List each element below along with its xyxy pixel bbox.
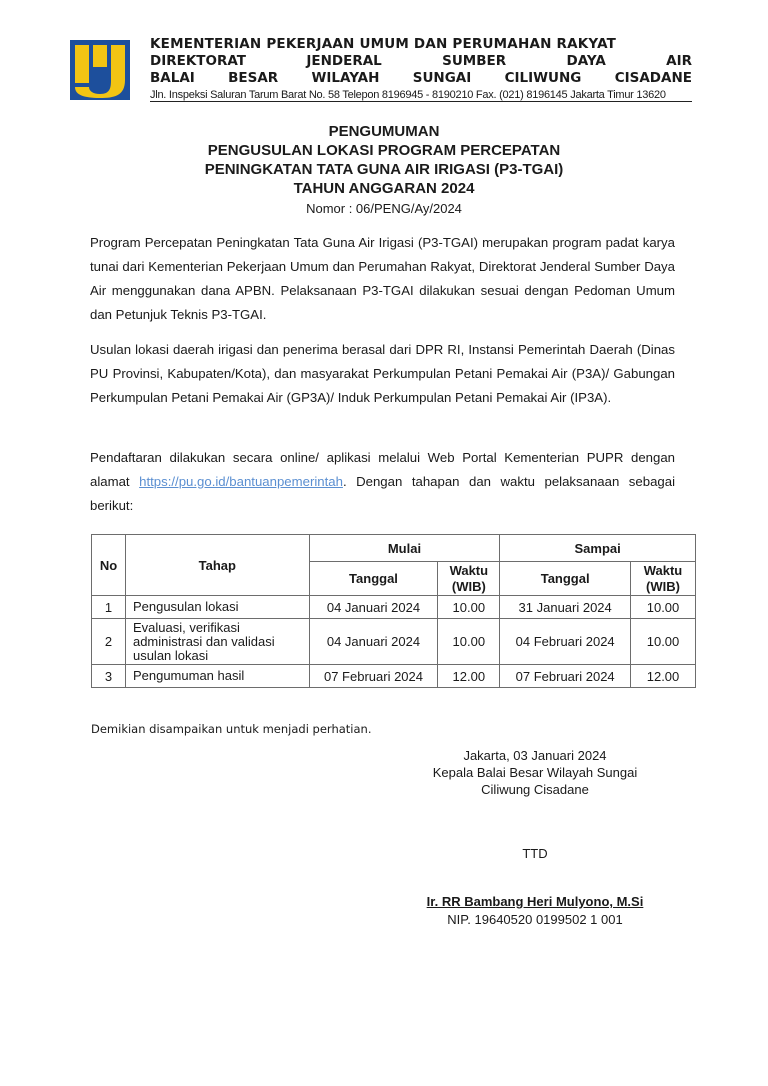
paragraph-registration (90, 446, 675, 518)
title-line-4: TAHUN ANGGARAN 2024 (293, 180, 475, 197)
table-header-row (92, 535, 696, 562)
table-row (92, 596, 696, 619)
directorate-word: AIR (666, 53, 692, 69)
office-word: CILIWUNG (504, 70, 582, 86)
header-mulai-waktu: Waktu (WIB) (438, 562, 500, 596)
pu-logo (70, 40, 130, 100)
directorate-name (150, 53, 692, 70)
announcement-title (0, 122, 768, 218)
directorate-word: SUMBER (442, 53, 507, 69)
signature-block (400, 747, 670, 798)
header-sampai: Sampai (500, 535, 696, 562)
office-word: BESAR (228, 70, 279, 86)
row-sampai-waktu: 12.00 (631, 665, 696, 688)
header-sampai-tanggal: Tanggal (500, 562, 631, 596)
ttd-mark: TTD (522, 846, 548, 861)
directorate-word: DAYA (566, 53, 606, 69)
office-word: BALAI (150, 70, 195, 86)
office-word: CISADANE (614, 70, 692, 86)
closing-statement: Demikian disampaikan untuk menjadi perhatian. (91, 722, 372, 736)
signer-position: Kepala Balai Besar Wilayah Sungai (432, 765, 638, 780)
row-tahap: Pengusulan lokasi (125, 596, 309, 619)
signer-position-office: Ciliwung Cisadane (481, 782, 589, 797)
logo-bar-left (75, 45, 89, 83)
title-line-3: PENINGKATAN TATA GUNA AIR IRIGASI (P3-TGAI) (204, 161, 564, 178)
row-mulai-tanggal: 07 Februari 2024 (309, 665, 438, 688)
row-tahap: Evaluasi, verifikasi administrasi dan validasi usulan lokasi (125, 619, 309, 665)
office-word: SUNGAI (412, 70, 472, 86)
announcement-number: Nomor : 06/PENG/Ay/2024 (306, 201, 462, 216)
title-line-1: PENGUMUMAN (328, 123, 440, 140)
header-mulai: Mulai (309, 535, 500, 562)
office-word: WILAYAH (311, 70, 380, 86)
table-row (92, 665, 696, 688)
row-sampai-tanggal: 04 Februari 2024 (500, 619, 631, 665)
row-mulai-tanggal: 04 Januari 2024 (309, 596, 438, 619)
registration-text-end: . Dengan tahapan dan waktu pelaksanaan sebagai berikut: (90, 474, 676, 513)
header-no: No (92, 535, 126, 596)
directorate-word: DIREKTORAT (150, 53, 246, 69)
logo-bar-mid (93, 45, 107, 67)
row-sampai-tanggal: 07 Februari 2024 (500, 665, 631, 688)
ministry-name: KEMENTERIAN PEKERJAAN UMUM DAN PERUMAHAN RAKYAT (150, 36, 617, 52)
letterhead-divider (150, 101, 692, 102)
row-no: 2 (92, 619, 126, 665)
table-row (92, 619, 696, 665)
office-address: Jln. Inspeksi Saluran Tarum Barat No. 58 Telepon 8196945 - 8190210 Fax. (021) 8196145 Jakarta Timur 13620 (150, 89, 666, 101)
row-sampai-waktu: 10.00 (631, 596, 696, 619)
letterhead (150, 36, 692, 103)
row-no: 1 (92, 596, 126, 619)
row-sampai-tanggal: 31 Januari 2024 (500, 596, 631, 619)
row-mulai-waktu: 10.00 (438, 596, 500, 619)
row-sampai-waktu: 10.00 (631, 619, 696, 665)
signer-name: Ir. RR Bambang Heri Mulyono, M.Si (426, 894, 644, 909)
row-mulai-tanggal: 04 Januari 2024 (309, 619, 438, 665)
office-name (150, 70, 692, 87)
row-mulai-waktu: 12.00 (438, 665, 500, 688)
directorate-word: JENDERAL (306, 53, 382, 69)
title-line-2: PENGUSULAN LOKASI PROGRAM PERCEPATAN (207, 142, 561, 159)
header-tahap: Tahap (125, 535, 309, 596)
signer-nip: NIP. 19640520 0199502 1 001 (447, 912, 623, 927)
row-tahap: Pengumuman hasil (125, 665, 309, 688)
place-date: Jakarta, 03 Januari 2024 (463, 748, 607, 763)
paragraph-proposals: Usulan lokasi daerah irigasi dan penerima berasal dari DPR RI, Instansi Pemerintah Daerah (Dinas PU Provinsi, Kabupaten/Kota), dan masyarakat Perkumpulan Petani Pemakai Air (P3A)/ Gabungan Perkumpulan Petani Pemakai Air (GP3A)/ Induk Perkumpulan Petani Pemakai Air (IP3A). (90, 342, 675, 405)
portal-link[interactable]: https://pu.go.id/bantuanpemerintah (139, 474, 343, 489)
header-sampai-waktu: Waktu (WIB) (631, 562, 696, 596)
schedule-table (91, 534, 696, 688)
row-no: 3 (92, 665, 126, 688)
header-mulai-tanggal: Tanggal (309, 562, 438, 596)
paragraph-program: Program Percepatan Peningkatan Tata Guna Air Irigasi (P3-TGAI) merupakan program padat karya tunai dari Kementerian Pekerjaan Umum dan Perumahan Rakyat, Direktorat Jenderal Sumber Daya Air menggunakan dana APBN. Pelaksanaan P3-TGAI dilakukan sesuai dengan Pedoman Umum dan Petunjuk Teknis P3-TGAI. (90, 235, 675, 322)
registration-text: Pendaftaran dilakukan secara online/ aplikasi melalui Web Portal Kementerian PUPR dengan alamat (90, 450, 675, 489)
row-mulai-waktu: 10.00 (438, 619, 500, 665)
